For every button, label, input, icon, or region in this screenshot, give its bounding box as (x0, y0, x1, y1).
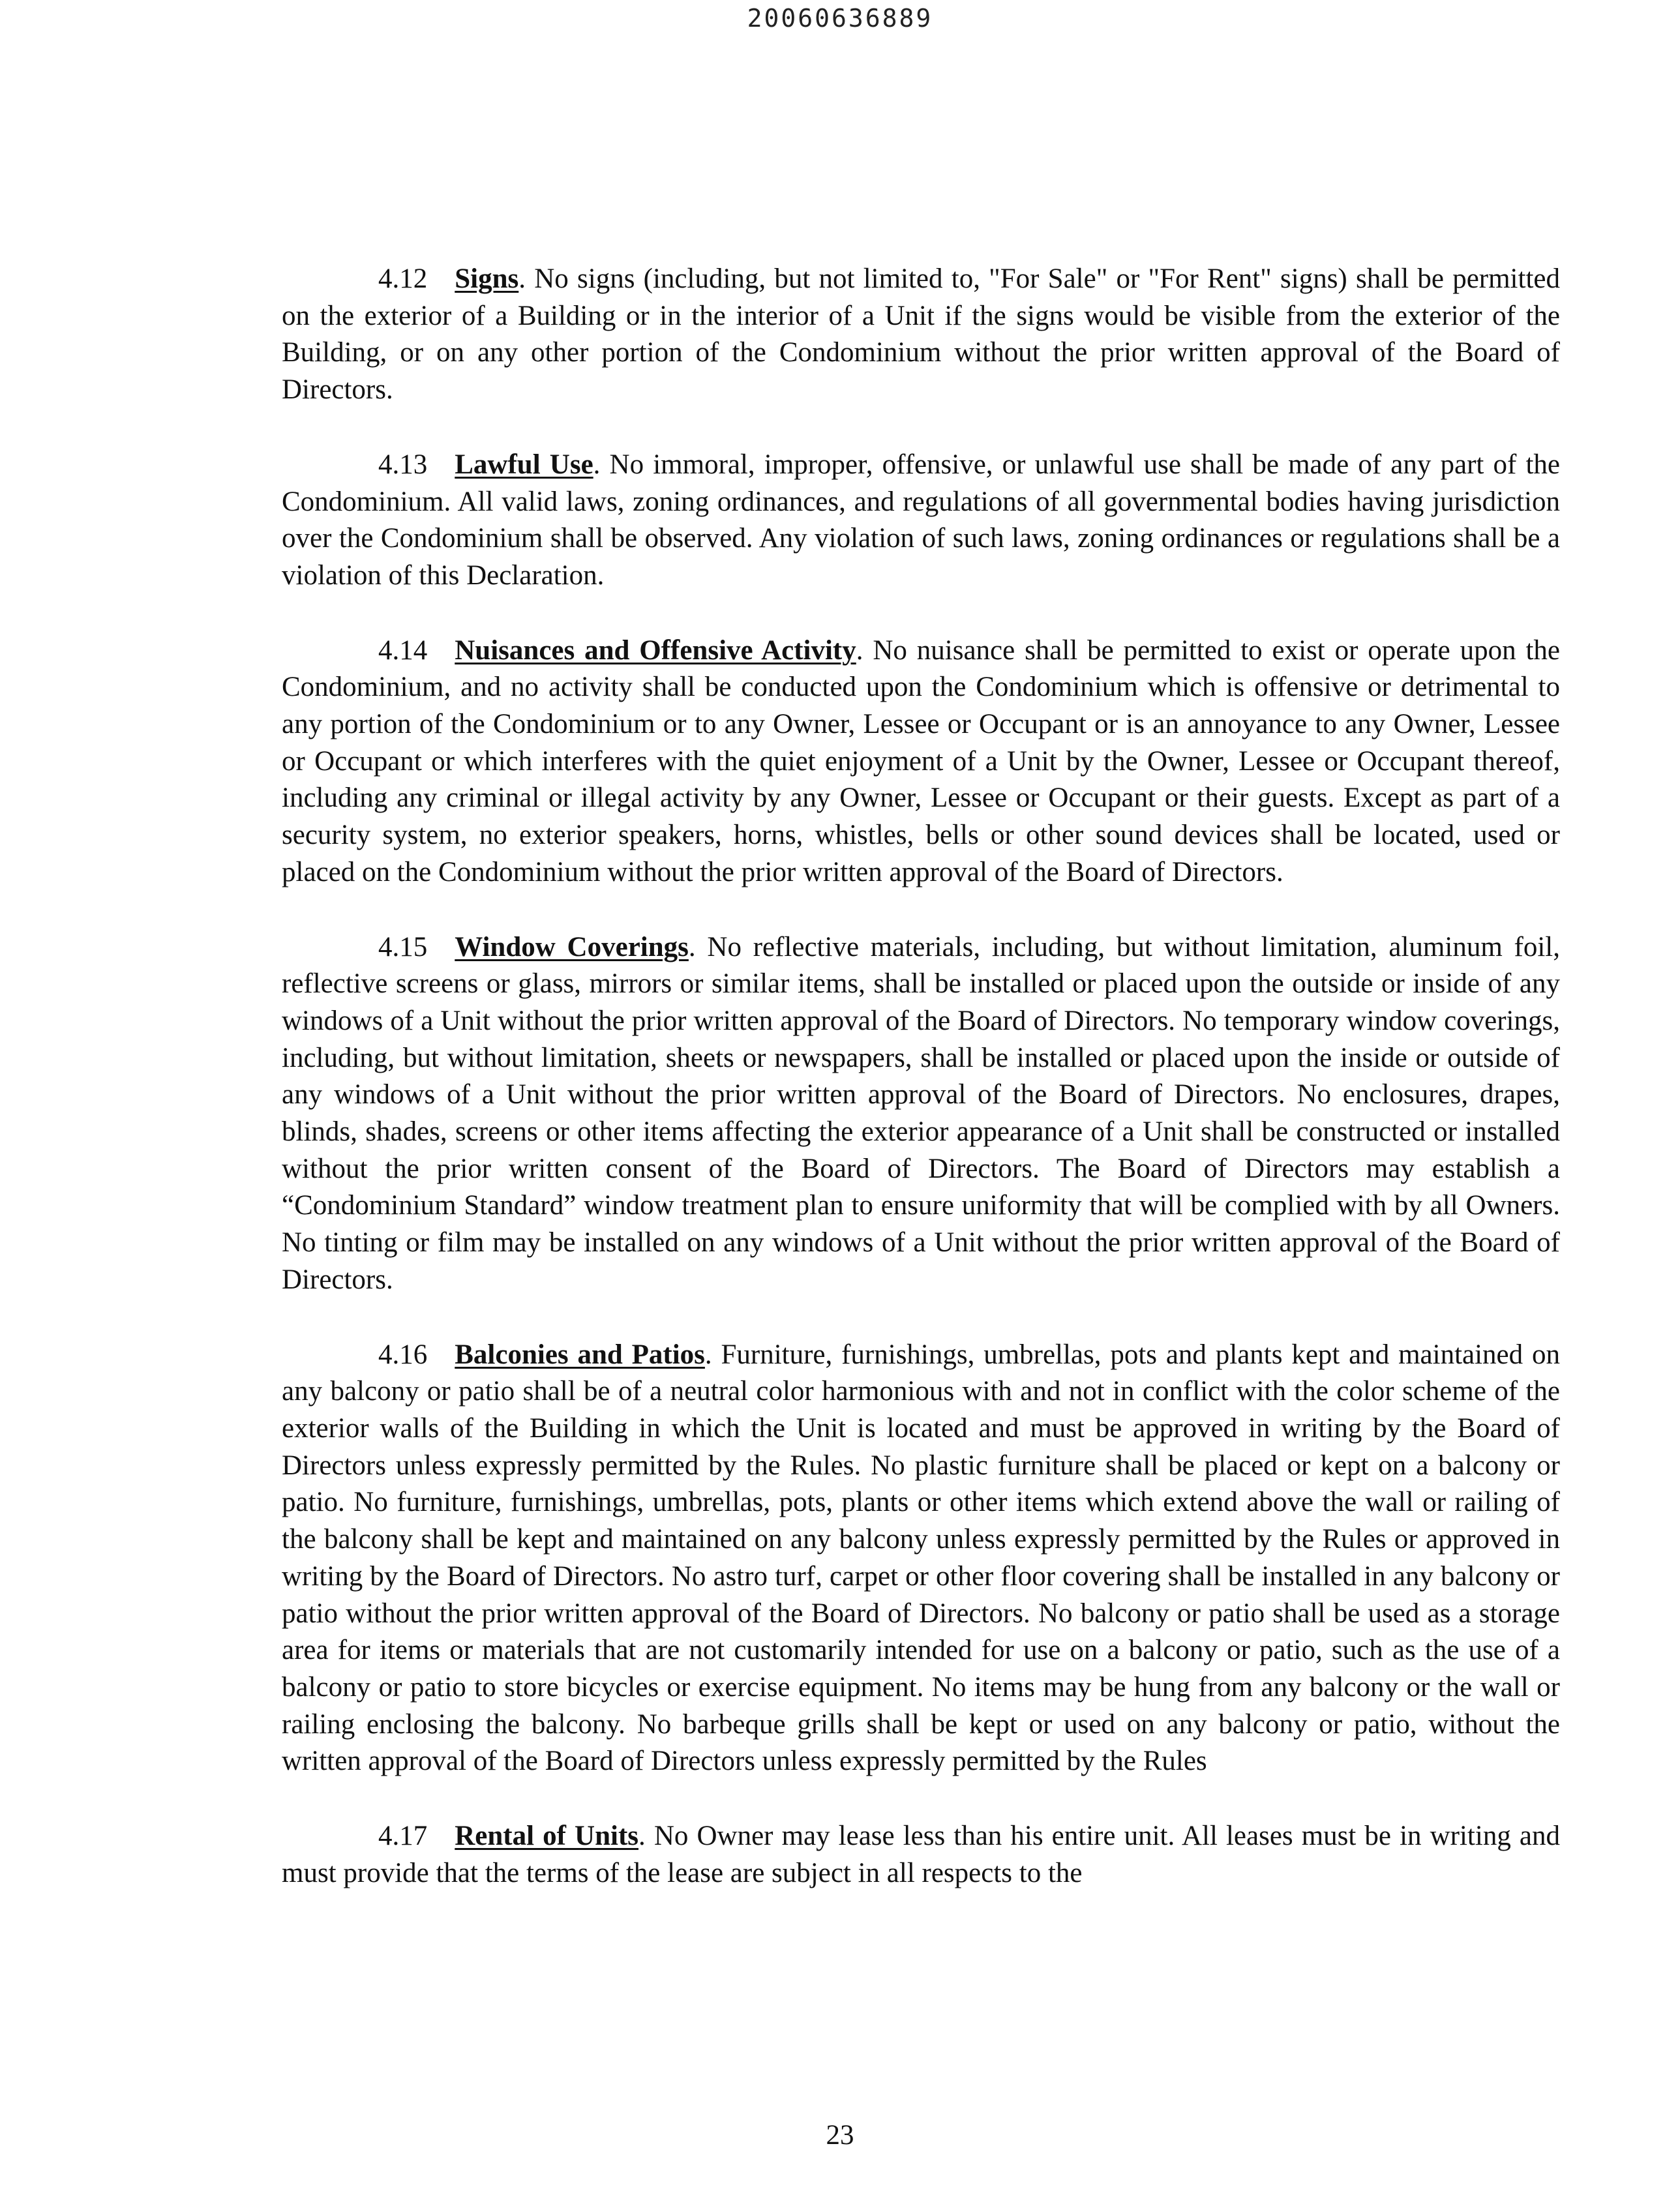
document-number: 20060636889 (747, 4, 933, 33)
document-body (282, 261, 1560, 1892)
section-title: Balconies and Patios (455, 1339, 705, 1370)
section-number: 4.14 (378, 634, 428, 666)
page-number: 23 (826, 2120, 854, 2151)
section-text: . No Owner may lease less than his entire unit. All leases must be in writing and must provide that the terms of the lease are subject in all respects to the (282, 1821, 1560, 1888)
section-4-12 (282, 261, 1560, 409)
section-number: 4.17 (378, 1821, 428, 1852)
section-number: 4.12 (378, 263, 428, 294)
section-title: Window Coverings (455, 931, 689, 962)
section-text: . Furniture, furnishings, umbrellas, pots and plants kept and maintained on any balcony or patio shall be of a neutral color harmonious with and not in conflict with the color scheme of the exterior walls of the Building in which the Unit is located and must be approved in writing by the Board of Directors unless expressly permitted by the Rules. No plastic furniture shall be placed or kept on a balcony or patio. No furniture, furnishings, umbrellas, pots, plants or other items which extend above the wall or railing of the balcony shall be kept and maintained on any balcony unless expressly permitted by the Rules or approved in writing by the Board of Directors. No astro turf, carpet or other floor covering shall be installed in any balcony or patio without the prior written approval of the Board of Directors. No balcony or patio shall be used as a storage area for items or materials that are not customarily intended for use on a balcony or patio, such as the use of a balcony or patio to store bicycles or exercise equipment. No items may be hung from any balcony or the wall or railing enclosing the balcony. No barbeque grills shall be kept or used on any balcony or patio, without the written approval of the Board of Directors unless expressly permitted by the Rules (282, 1339, 1560, 1777)
section-4-15 (282, 929, 1560, 1299)
section-4-13 (282, 447, 1560, 595)
section-text: . No immoral, improper, offensive, or unlawful use shall be made of any part of the Condominium. All valid laws, zoning ordinances, and regulations of all governmental bodies having jurisdiction over the Condominium shall be observed. Any violation of such laws, zoning ordinances or regulations shall be a violation of this Declaration. (282, 449, 1560, 591)
section-title: Nuisances and Offensive Activity (455, 634, 856, 666)
section-text: . No signs (including, but not limited to, "For Sale" or "For Rent" signs) shall be permitted on the exterior of a Building or in the interior of a Unit if the signs would be visible from the exterior of the Building, or on any other portion of the Condominium without the prior written approval of the Board of Directors. (282, 263, 1560, 406)
section-title: Rental of Units (455, 1821, 639, 1852)
section-4-16 (282, 1337, 1560, 1780)
section-text: . No nuisance shall be permitted to exist or operate upon the Condominium, and no activity shall be conducted upon the Condominium which is offensive or detrimental to any portion of the Condominium or to any Owner, Lessee or Occupant or is an annoyance to any Owner, Lessee or Occupant or which interferes with the quiet enjoyment of a Unit by the Owner, Lessee or Occupant thereof, including any criminal or illegal activity by any Owner, Lessee or Occupant or their guests. Except as part of a security system, no exterior speakers, horns, whistles, bells or other sound devices shall be located, used or placed on the Condominium without the prior written approval of the Board of Directors. (282, 634, 1560, 887)
section-4-14 (282, 633, 1560, 891)
section-4-17 (282, 1818, 1560, 1892)
section-text: . No reflective materials, including, but without limitation, aluminum foil, reflective screens or glass, mirrors or similar items, shall be installed or placed upon the outside or inside of any windows of a Unit without the prior written approval of the Board of Directors. No temporary window coverings, including, but without limitation, sheets or newspapers, shall be installed or placed upon the inside or outside of any windows of a Unit without the prior written approval of the Board of Directors. No enclosures, drapes, blinds, shades, screens or other items affecting the exterior appearance of a Unit shall be constructed or installed without the prior written consent of the Board of Directors. The Board of Directors may establish a “Condominium Standard” window treatment plan to ensure uniformity that will be complied with by all Owners. No tinting or film may be installed on any windows of a Unit without the prior written approval of the Board of Directors. (282, 931, 1560, 1295)
section-number: 4.16 (378, 1339, 428, 1370)
section-title: Signs (455, 263, 519, 294)
section-number: 4.15 (378, 931, 428, 962)
section-title: Lawful Use (455, 449, 593, 480)
section-number: 4.13 (378, 449, 428, 480)
